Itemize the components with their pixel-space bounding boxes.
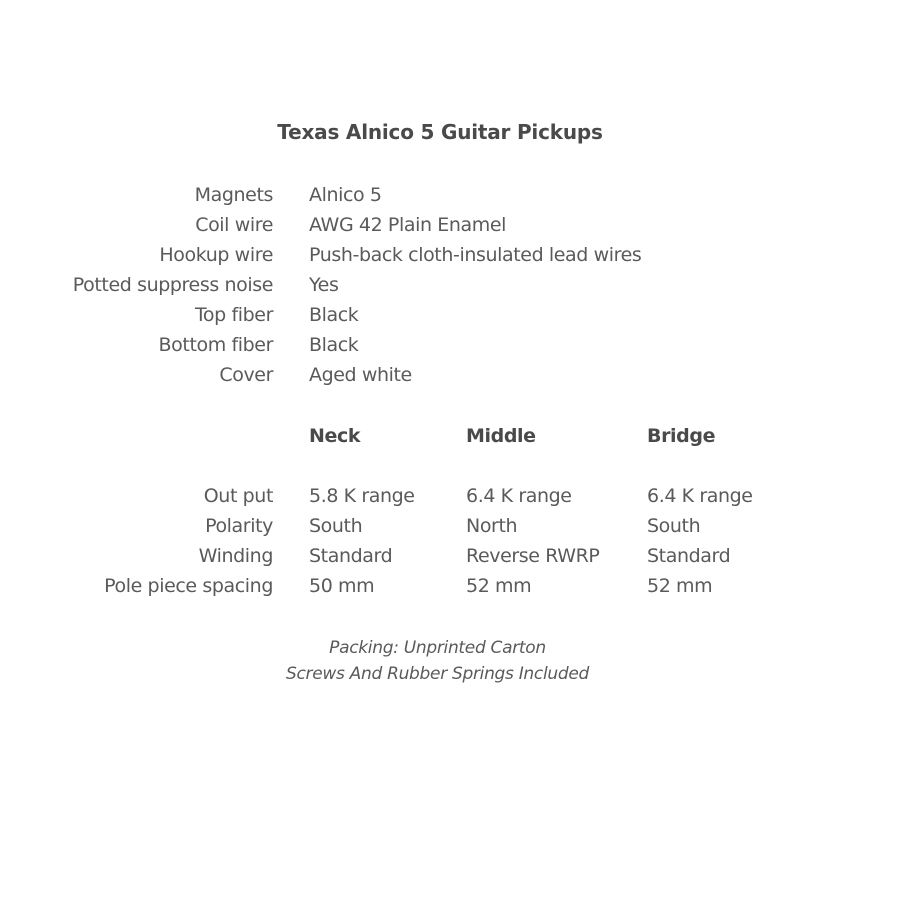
table-row-output xyxy=(0,482,900,510)
spec-value: Black xyxy=(309,304,359,326)
spec-label: Bottom fiber xyxy=(158,334,273,356)
spec-value: AWG 42 Plain Enamel xyxy=(309,214,507,236)
table-cell: South xyxy=(309,515,363,537)
spec-row-magnets xyxy=(0,181,900,209)
included-note: Screws And Rubber Springs Included xyxy=(286,664,589,684)
spec-value: Push-back cloth-insulated lead wires xyxy=(309,244,642,266)
spec-label: Potted suppress noise xyxy=(72,274,273,296)
spec-row-bottom-fiber xyxy=(0,331,900,359)
table-cell: 50 mm xyxy=(309,575,375,597)
table-row-polarity xyxy=(0,512,900,540)
spec-row-hookup-wire xyxy=(0,241,900,269)
spec-label: Coil wire xyxy=(195,214,273,236)
spec-label: Cover xyxy=(219,364,273,386)
table-cell: 52 mm xyxy=(466,575,532,597)
table-cell: 5.8 K range xyxy=(309,485,415,507)
spec-label: Magnets xyxy=(194,184,273,206)
spec-row-top-fiber xyxy=(0,301,900,329)
table-cell: South xyxy=(647,515,701,537)
row-label: Winding xyxy=(198,545,273,567)
row-label: Out put xyxy=(203,485,273,507)
table-header-row xyxy=(0,422,900,450)
column-header-middle: Middle xyxy=(466,425,536,447)
table-row-pole-spacing xyxy=(0,572,900,600)
table-cell: 6.4 K range xyxy=(466,485,572,507)
packing-note: Packing: Unprinted Carton xyxy=(329,638,546,658)
row-label: Pole piece spacing xyxy=(104,575,273,597)
spec-row-potted xyxy=(0,271,900,299)
table-row-winding xyxy=(0,542,900,570)
spec-value: Alnico 5 xyxy=(309,184,382,206)
spec-row-coil-wire xyxy=(0,211,900,239)
table-cell: 6.4 K range xyxy=(647,485,753,507)
spec-value: Aged white xyxy=(309,364,412,386)
spec-value: Yes xyxy=(309,274,339,296)
column-header-bridge: Bridge xyxy=(647,425,716,447)
spec-value: Black xyxy=(309,334,359,356)
table-cell: North xyxy=(466,515,518,537)
table-cell: 52 mm xyxy=(647,575,713,597)
column-header-neck: Neck xyxy=(309,425,361,447)
spec-row-cover xyxy=(0,361,900,389)
row-label: Polarity xyxy=(205,515,273,537)
page-title: Texas Alnico 5 Guitar Pickups xyxy=(277,120,603,144)
spec-label: Hookup wire xyxy=(159,244,273,266)
table-cell: Standard xyxy=(309,545,393,567)
spec-label: Top fiber xyxy=(194,304,273,326)
table-cell: Reverse RWRP xyxy=(466,545,600,567)
table-cell: Standard xyxy=(647,545,731,567)
